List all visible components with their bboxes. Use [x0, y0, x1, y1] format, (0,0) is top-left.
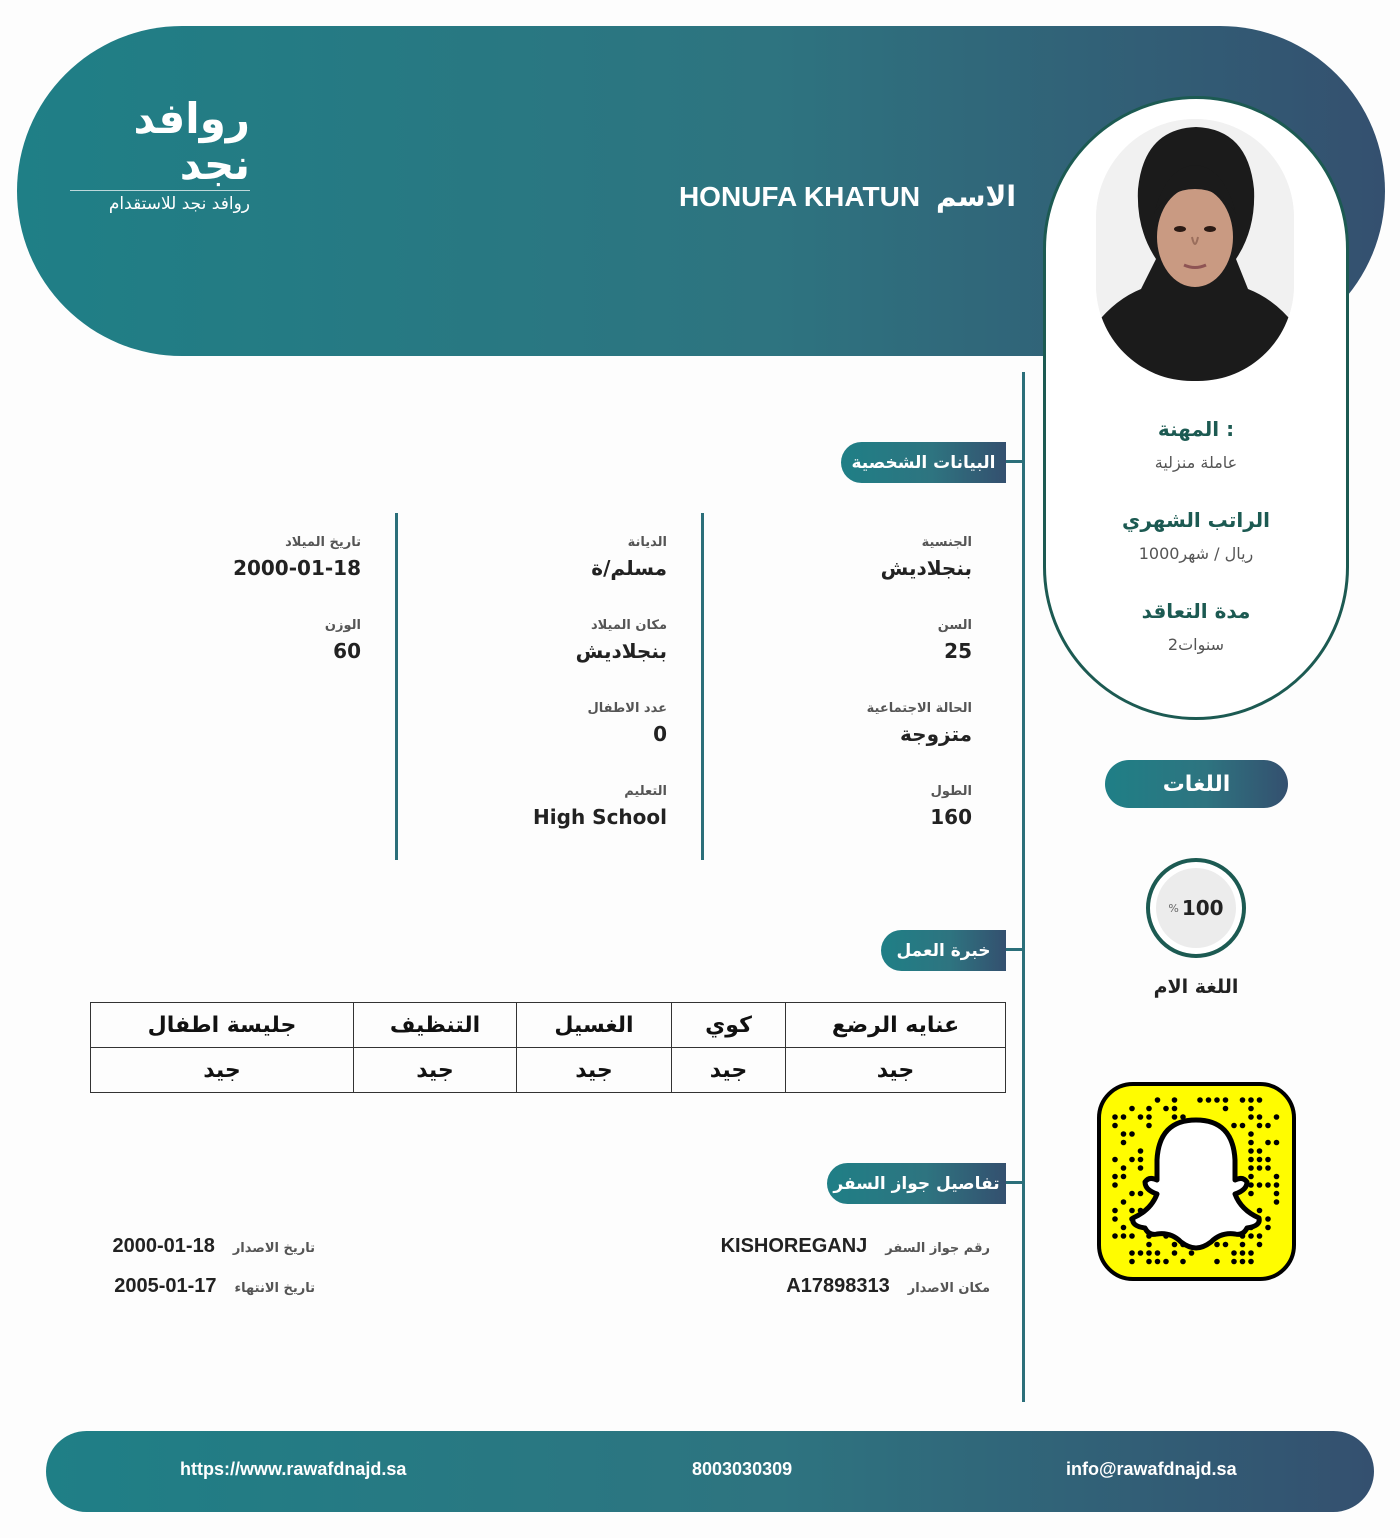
passport-label: تاريخ الاصدار	[232, 1241, 315, 1256]
language-level-ring	[1146, 858, 1246, 958]
footer-website-link[interactable]: https://www.rawafdnajd.sa	[180, 1459, 407, 1479]
field-value: بنجلاديش	[880, 556, 972, 580]
snapcode-dot	[1274, 1114, 1280, 1120]
language-name: اللغة الام	[1153, 976, 1239, 998]
field-label: الجنسية	[921, 535, 972, 550]
snapcode-dot	[1172, 1106, 1178, 1112]
section-connector	[1006, 948, 1024, 951]
snapcode-dot	[1240, 1242, 1246, 1248]
snapcode-dot	[1265, 1216, 1271, 1222]
profession-label: المهنة :	[1157, 417, 1235, 441]
logo-mark: روافد نجد	[133, 94, 250, 189]
snapcode-dot	[1274, 1182, 1280, 1188]
snapcode-dot	[1146, 1250, 1152, 1256]
snapcode-dot	[1231, 1250, 1237, 1256]
field-dob	[233, 535, 361, 580]
language-level-unit: %	[1168, 901, 1179, 915]
languages-title: اللغات	[1105, 760, 1288, 808]
snapcode-dot	[1257, 1165, 1263, 1171]
field-education	[533, 784, 667, 829]
snapcode-dot	[1248, 1165, 1254, 1171]
snapcode-dot	[1121, 1199, 1127, 1205]
snapcode-dot	[1248, 1148, 1254, 1154]
table-header: الغسيل	[517, 1003, 672, 1048]
snapcode-dot	[1248, 1106, 1254, 1112]
column-divider	[395, 513, 398, 860]
snapcode-dot	[1146, 1259, 1152, 1265]
field-label: الديانة	[627, 535, 667, 550]
field-value: 0	[653, 722, 667, 746]
snapcode-dot	[1112, 1216, 1118, 1222]
snapcode-dot	[1248, 1114, 1254, 1120]
table-header: كوي	[672, 1003, 786, 1048]
snapcode-dot	[1274, 1199, 1280, 1205]
field-label: الحالة الاجتماعية	[866, 701, 972, 716]
passport-issue-date	[113, 1235, 315, 1258]
field-label: تاريخ الميلاد	[285, 535, 361, 550]
snapcode-dot	[1257, 1208, 1263, 1214]
company-logo	[70, 96, 250, 214]
profession-value: عاملة منزلية	[1154, 453, 1238, 472]
section-personal: البيانات الشخصية	[841, 442, 1006, 483]
snapcode-dot	[1112, 1123, 1118, 1129]
field-religion	[591, 535, 667, 580]
salary-value: 1000ريال / شهر	[1138, 544, 1254, 563]
table-row	[91, 1048, 1006, 1093]
snapcode-dot	[1257, 1097, 1263, 1103]
snapcode-dot	[1257, 1123, 1263, 1129]
snapcode-dot	[1155, 1250, 1161, 1256]
snapcode-dot	[1265, 1140, 1271, 1146]
snapchat-ghost-icon[interactable]	[1097, 1082, 1296, 1281]
field-marital	[867, 701, 972, 746]
snapcode-dot	[1214, 1242, 1220, 1248]
snapcode-graphic	[1097, 1082, 1296, 1281]
snapcode-dot	[1248, 1259, 1254, 1265]
snapcode-dot	[1129, 1157, 1135, 1163]
snapcode-dot	[1155, 1097, 1161, 1103]
table-cell: جيد	[786, 1048, 1006, 1093]
snapcode-dot	[1112, 1174, 1118, 1180]
snapcode-dot	[1146, 1123, 1152, 1129]
field-label: مكان الميلاد	[590, 618, 667, 633]
snapcode-dot	[1121, 1174, 1127, 1180]
passport-place	[786, 1275, 990, 1298]
snapcode-dot	[1129, 1250, 1135, 1256]
snapcode-dot	[1112, 1114, 1118, 1120]
section-connector	[1006, 1181, 1024, 1184]
snapcode-dot	[1112, 1208, 1118, 1214]
snapcode-dot	[1265, 1225, 1271, 1231]
snapcode-dot	[1138, 1250, 1144, 1256]
snapcode-dot	[1274, 1174, 1280, 1180]
work-experience-table	[90, 1002, 1006, 1093]
snapcode-dot	[1248, 1233, 1254, 1239]
footer-email-link[interactable]: info@rawafdnajd.sa	[1066, 1459, 1237, 1479]
snapcode-dot	[1240, 1250, 1246, 1256]
passport-value: KISHOREGANJ	[720, 1235, 868, 1257]
snapcode-dot	[1138, 1165, 1144, 1171]
snapcode-dot	[1129, 1191, 1135, 1197]
field-nationality	[881, 535, 972, 580]
snapcode-dot	[1257, 1148, 1263, 1154]
table-cell: جيد	[354, 1048, 517, 1093]
snapcode-dot	[1274, 1191, 1280, 1197]
logo-subtitle: روافد نجد للاستقدام	[70, 190, 250, 214]
name-block	[679, 180, 1016, 213]
field-height	[930, 784, 972, 829]
field-value: 60	[333, 639, 361, 663]
snapcode-dot	[1146, 1114, 1152, 1120]
passport-value: 2005-01-17	[114, 1275, 217, 1297]
table-cell: جيد	[672, 1048, 786, 1093]
snapcode-dot	[1248, 1097, 1254, 1103]
contract-value: 2سنوات	[1167, 635, 1225, 654]
table-header: جليسة اطفال	[91, 1003, 354, 1048]
snapcode-dot	[1257, 1157, 1263, 1163]
snapcode-dot	[1172, 1250, 1178, 1256]
snapcode-dot	[1180, 1259, 1186, 1265]
snapcode-dot	[1129, 1259, 1135, 1265]
contract-label: مدة التعاقد	[1141, 599, 1251, 623]
field-value: متزوجة	[900, 722, 972, 746]
snapcode-dot	[1214, 1259, 1220, 1265]
vertical-divider	[1022, 372, 1025, 1402]
snapcode-dot	[1231, 1123, 1237, 1129]
snapcode-dot	[1248, 1131, 1254, 1137]
snapcode-dot	[1163, 1259, 1169, 1265]
passport-expiry-date	[114, 1275, 315, 1298]
snapcode-dot	[1248, 1140, 1254, 1146]
table-header: التنظيف	[354, 1003, 517, 1048]
name-label: الاسم	[936, 180, 1016, 213]
name-value: HONUFA KHATUN	[678, 181, 921, 212]
snapcode-dot	[1257, 1114, 1263, 1120]
snapcode-dot	[1172, 1242, 1178, 1248]
passport-value: 2000-01-18	[112, 1235, 215, 1257]
language-level-value: 100	[1181, 896, 1224, 920]
snapcode-dot	[1257, 1182, 1263, 1188]
snapcode-dot	[1138, 1157, 1144, 1163]
snapcode-dot	[1129, 1131, 1135, 1137]
field-value: 160	[930, 805, 972, 829]
snapcode-dot	[1265, 1182, 1271, 1188]
field-weight	[325, 618, 361, 663]
passport-label: تاريخ الانتهاء	[234, 1281, 315, 1296]
snapcode-dot	[1138, 1114, 1144, 1120]
snapcode-dot	[1248, 1191, 1254, 1197]
snapcode-dot	[1121, 1225, 1127, 1231]
field-children	[588, 701, 668, 746]
salary-label: الراتب الشهري	[1122, 508, 1270, 532]
snapcode-dot	[1265, 1165, 1271, 1171]
table-cell: جيد	[517, 1048, 672, 1093]
snapcode-dot	[1121, 1165, 1127, 1171]
passport-label: رقم جواز السفر	[885, 1241, 990, 1256]
person-photo	[1096, 119, 1294, 381]
snapcode-dot	[1121, 1131, 1127, 1137]
snapcode-dot	[1112, 1233, 1118, 1239]
snapcode-dot	[1206, 1097, 1212, 1103]
field-label: التعليم	[624, 784, 667, 799]
footer-phone[interactable]: 8003030309	[692, 1459, 793, 1479]
snapcode-dot	[1231, 1259, 1237, 1265]
language-level	[1156, 868, 1236, 948]
field-value: 2000-01-18	[233, 556, 361, 580]
snapcode-dot	[1248, 1250, 1254, 1256]
field-label: الوزن	[324, 618, 361, 633]
field-value: بنجلاديش	[575, 639, 667, 663]
field-birthplace	[576, 618, 667, 663]
snapcode-dot	[1257, 1242, 1263, 1248]
snapcode-dot	[1223, 1242, 1229, 1248]
snapcode-dot	[1172, 1097, 1178, 1103]
snapcode-dot	[1274, 1140, 1280, 1146]
snapcode-dot	[1138, 1191, 1144, 1197]
snapcode-dot	[1223, 1097, 1229, 1103]
snapcode-dot	[1146, 1242, 1152, 1248]
snapcode-dot	[1112, 1182, 1118, 1188]
snapcode-dot	[1155, 1259, 1161, 1265]
footer-bar	[46, 1431, 1374, 1512]
table-header: عنايه الرضع	[786, 1003, 1006, 1048]
passport-label: مكان الاصدار	[907, 1281, 990, 1296]
snapcode-dot	[1121, 1140, 1127, 1146]
section-passport: تفاصيل جواز السفر	[827, 1163, 1006, 1204]
snapcode-dot	[1265, 1157, 1271, 1163]
snapcode-dot	[1112, 1157, 1118, 1163]
snapcode-dot	[1121, 1233, 1127, 1239]
snapcode-dot	[1223, 1106, 1229, 1112]
snapcode-dot	[1172, 1114, 1178, 1120]
snapcode-dot	[1121, 1114, 1127, 1120]
snapcode-dot	[1163, 1106, 1169, 1112]
table-cell: جيد	[91, 1048, 354, 1093]
section-work: خبرة العمل	[881, 930, 1006, 971]
snapcode-dot	[1248, 1157, 1254, 1163]
snapcode-dot	[1240, 1097, 1246, 1103]
profile-card	[1043, 96, 1349, 720]
field-label: السن	[937, 618, 972, 633]
snapcode-dot	[1146, 1106, 1152, 1112]
snapcode-dot	[1214, 1097, 1220, 1103]
field-age	[938, 618, 972, 663]
snapcode-dot	[1138, 1148, 1144, 1154]
field-label: عدد الاطفال	[587, 701, 667, 716]
snapcode-dot	[1240, 1259, 1246, 1265]
person-photo-icon	[1096, 119, 1294, 381]
field-label: الطول	[930, 784, 972, 799]
snapcode-dot	[1189, 1250, 1195, 1256]
snapcode-dot	[1240, 1123, 1246, 1129]
column-divider	[701, 513, 704, 860]
snapcode-dot	[1257, 1233, 1263, 1239]
passport-value: A17898313	[786, 1275, 890, 1297]
table-header-row	[91, 1003, 1006, 1048]
passport-number	[721, 1235, 990, 1258]
field-value: مسلم/ة	[591, 556, 667, 580]
field-value: High School	[533, 805, 667, 829]
snapcode-dot	[1129, 1208, 1135, 1214]
snapcode-dot	[1197, 1097, 1203, 1103]
snapcode-dot	[1265, 1123, 1271, 1129]
snapcode-dot	[1248, 1174, 1254, 1180]
snapcode-dot	[1129, 1233, 1135, 1239]
section-connector	[1006, 460, 1024, 463]
snapcode-dot	[1129, 1106, 1135, 1112]
field-value: 25	[944, 639, 972, 663]
